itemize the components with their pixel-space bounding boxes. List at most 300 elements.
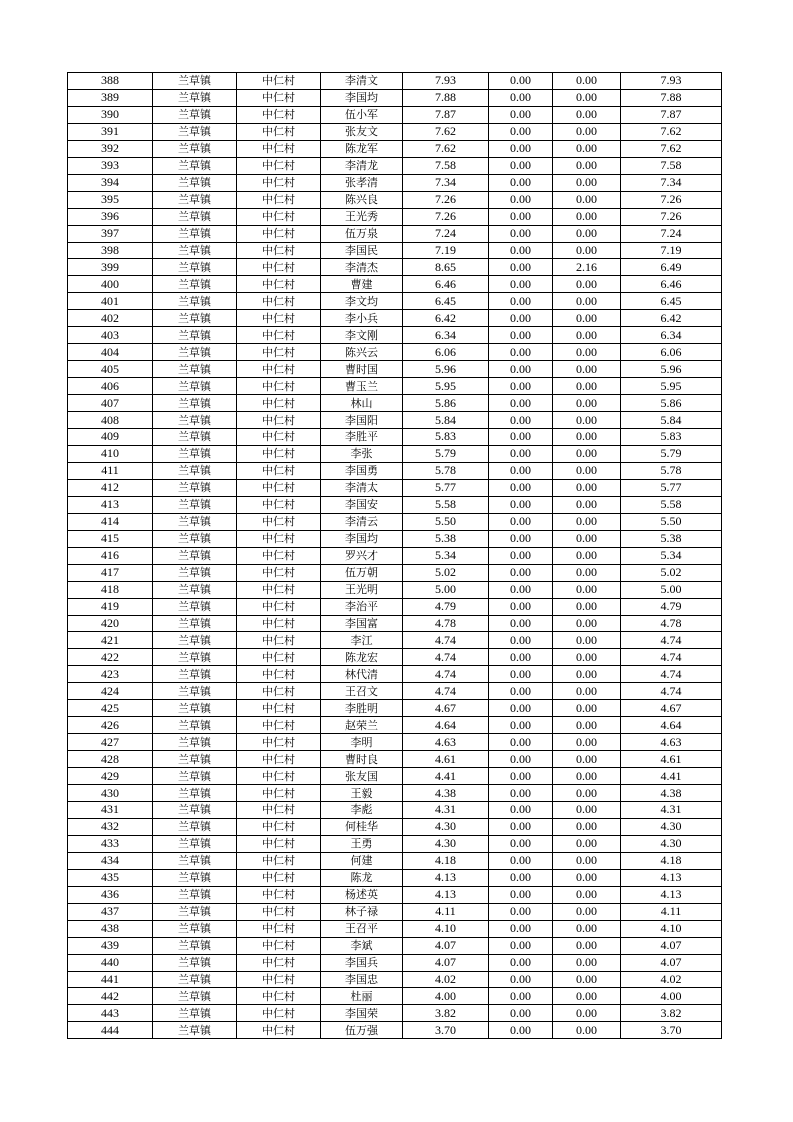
- amount-total-cell: 4.74: [403, 666, 489, 683]
- row-number-cell: 404: [68, 344, 153, 361]
- amount-col2-cell: 0.00: [489, 683, 553, 700]
- amount-deduction-cell: 0.00: [553, 276, 621, 293]
- table-row: [68, 174, 722, 191]
- row-number-cell: 389: [68, 89, 153, 106]
- village-cell: 中仁村: [237, 106, 321, 123]
- town-cell: 兰草镇: [153, 903, 237, 920]
- amount-col2-cell: 0.00: [489, 310, 553, 327]
- person-name-cell: 李国勇: [321, 462, 403, 479]
- village-cell: 中仁村: [237, 869, 321, 886]
- table-row: [68, 259, 722, 276]
- amount-final-cell: 5.00: [621, 581, 722, 598]
- village-cell: 中仁村: [237, 801, 321, 818]
- table-row: [68, 734, 722, 751]
- person-name-cell: 李清文: [321, 73, 403, 90]
- person-name-cell: 王光秀: [321, 208, 403, 225]
- amount-final-cell: 4.61: [621, 751, 722, 768]
- amount-col2-cell: 0.00: [489, 971, 553, 988]
- amount-final-cell: 4.30: [621, 818, 722, 835]
- table-row: [68, 988, 722, 1005]
- village-cell: 中仁村: [237, 920, 321, 937]
- town-cell: 兰草镇: [153, 259, 237, 276]
- town-cell: 兰草镇: [153, 496, 237, 513]
- amount-final-cell: 7.87: [621, 106, 722, 123]
- person-name-cell: 曹玉兰: [321, 378, 403, 395]
- row-number-cell: 425: [68, 700, 153, 717]
- person-name-cell: 王毅: [321, 785, 403, 802]
- amount-col2-cell: 0.00: [489, 1005, 553, 1022]
- amount-total-cell: 4.30: [403, 818, 489, 835]
- table-row: [68, 462, 722, 479]
- town-cell: 兰草镇: [153, 479, 237, 496]
- town-cell: 兰草镇: [153, 564, 237, 581]
- town-cell: 兰草镇: [153, 310, 237, 327]
- person-name-cell: 李清云: [321, 513, 403, 530]
- amount-final-cell: 4.74: [621, 666, 722, 683]
- amount-final-cell: 3.70: [621, 1022, 722, 1039]
- amount-total-cell: 4.74: [403, 649, 489, 666]
- village-cell: 中仁村: [237, 225, 321, 242]
- village-cell: 中仁村: [237, 242, 321, 259]
- town-cell: 兰草镇: [153, 717, 237, 734]
- amount-deduction-cell: 0.00: [553, 903, 621, 920]
- table-row: [68, 445, 722, 462]
- amount-col2-cell: 0.00: [489, 479, 553, 496]
- amount-deduction-cell: 0.00: [553, 344, 621, 361]
- person-name-cell: 林子禄: [321, 903, 403, 920]
- amount-deduction-cell: 0.00: [553, 1005, 621, 1022]
- amount-col2-cell: 0.00: [489, 768, 553, 785]
- amount-final-cell: 7.26: [621, 208, 722, 225]
- table-row: [68, 225, 722, 242]
- amount-col2-cell: 0.00: [489, 157, 553, 174]
- amount-deduction-cell: 0.00: [553, 361, 621, 378]
- amount-final-cell: 7.62: [621, 140, 722, 157]
- amount-final-cell: 4.13: [621, 886, 722, 903]
- amount-col2-cell: 0.00: [489, 717, 553, 734]
- town-cell: 兰草镇: [153, 89, 237, 106]
- amount-total-cell: 7.62: [403, 140, 489, 157]
- amount-deduction-cell: 0.00: [553, 615, 621, 632]
- table-row: [68, 242, 722, 259]
- table-row: [68, 920, 722, 937]
- person-name-cell: 陈龙军: [321, 140, 403, 157]
- amount-final-cell: 4.31: [621, 801, 722, 818]
- amount-total-cell: 4.07: [403, 937, 489, 954]
- table-row: [68, 361, 722, 378]
- village-cell: 中仁村: [237, 293, 321, 310]
- row-number-cell: 427: [68, 734, 153, 751]
- amount-deduction-cell: 0.00: [553, 140, 621, 157]
- amount-col2-cell: 0.00: [489, 530, 553, 547]
- amount-total-cell: 7.93: [403, 73, 489, 90]
- amount-deduction-cell: 0.00: [553, 581, 621, 598]
- person-name-cell: 李彪: [321, 801, 403, 818]
- person-name-cell: 李文刚: [321, 327, 403, 344]
- amount-deduction-cell: 0.00: [553, 445, 621, 462]
- amount-deduction-cell: 0.00: [553, 751, 621, 768]
- row-number-cell: 393: [68, 157, 153, 174]
- row-number-cell: 417: [68, 564, 153, 581]
- row-number-cell: 405: [68, 361, 153, 378]
- amount-total-cell: 5.83: [403, 429, 489, 446]
- amount-final-cell: 4.64: [621, 717, 722, 734]
- town-cell: 兰草镇: [153, 225, 237, 242]
- village-cell: 中仁村: [237, 852, 321, 869]
- amount-total-cell: 4.07: [403, 954, 489, 971]
- person-name-cell: 罗兴才: [321, 547, 403, 564]
- amount-final-cell: 4.11: [621, 903, 722, 920]
- amount-total-cell: 4.79: [403, 598, 489, 615]
- village-cell: 中仁村: [237, 632, 321, 649]
- town-cell: 兰草镇: [153, 123, 237, 140]
- amount-deduction-cell: 0.00: [553, 242, 621, 259]
- amount-final-cell: 4.67: [621, 700, 722, 717]
- amount-col2-cell: 0.00: [489, 835, 553, 852]
- amount-total-cell: 4.74: [403, 632, 489, 649]
- town-cell: 兰草镇: [153, 344, 237, 361]
- amount-deduction-cell: 0.00: [553, 106, 621, 123]
- amount-total-cell: 4.38: [403, 785, 489, 802]
- row-number-cell: 396: [68, 208, 153, 225]
- village-cell: 中仁村: [237, 327, 321, 344]
- table-row: [68, 344, 722, 361]
- row-number-cell: 415: [68, 530, 153, 547]
- amount-col2-cell: 0.00: [489, 615, 553, 632]
- amount-col2-cell: 0.00: [489, 632, 553, 649]
- town-cell: 兰草镇: [153, 852, 237, 869]
- village-cell: 中仁村: [237, 429, 321, 446]
- person-name-cell: 曹时良: [321, 751, 403, 768]
- amount-total-cell: 7.26: [403, 191, 489, 208]
- amount-total-cell: 7.58: [403, 157, 489, 174]
- person-name-cell: 杨述英: [321, 886, 403, 903]
- amount-total-cell: 5.95: [403, 378, 489, 395]
- person-name-cell: 李国忠: [321, 971, 403, 988]
- town-cell: 兰草镇: [153, 632, 237, 649]
- amount-col2-cell: 0.00: [489, 581, 553, 598]
- amount-deduction-cell: 0.00: [553, 785, 621, 802]
- row-number-cell: 392: [68, 140, 153, 157]
- table-row: [68, 106, 722, 123]
- amount-total-cell: 5.77: [403, 479, 489, 496]
- person-name-cell: 李清太: [321, 479, 403, 496]
- amount-col2-cell: 0.00: [489, 869, 553, 886]
- town-cell: 兰草镇: [153, 1022, 237, 1039]
- amount-final-cell: 7.26: [621, 191, 722, 208]
- amount-total-cell: 4.11: [403, 903, 489, 920]
- town-cell: 兰草镇: [153, 429, 237, 446]
- amount-col2-cell: 0.00: [489, 734, 553, 751]
- row-number-cell: 423: [68, 666, 153, 683]
- village-cell: 中仁村: [237, 361, 321, 378]
- amount-deduction-cell: 0.00: [553, 157, 621, 174]
- row-number-cell: 408: [68, 412, 153, 429]
- amount-deduction-cell: 0.00: [553, 378, 621, 395]
- village-cell: 中仁村: [237, 717, 321, 734]
- person-name-cell: 何建: [321, 852, 403, 869]
- amount-total-cell: 7.62: [403, 123, 489, 140]
- amount-deduction-cell: 0.00: [553, 666, 621, 683]
- amount-final-cell: 4.79: [621, 598, 722, 615]
- table-row: [68, 801, 722, 818]
- town-cell: 兰草镇: [153, 530, 237, 547]
- person-name-cell: 赵荣兰: [321, 717, 403, 734]
- person-name-cell: 李国富: [321, 615, 403, 632]
- amount-final-cell: 4.78: [621, 615, 722, 632]
- amount-deduction-cell: 0.00: [553, 462, 621, 479]
- amount-total-cell: 4.61: [403, 751, 489, 768]
- amount-final-cell: 4.02: [621, 971, 722, 988]
- amount-col2-cell: 0.00: [489, 259, 553, 276]
- town-cell: 兰草镇: [153, 598, 237, 615]
- row-number-cell: 442: [68, 988, 153, 1005]
- person-name-cell: 李斌: [321, 937, 403, 954]
- village-cell: 中仁村: [237, 954, 321, 971]
- table-row: [68, 429, 722, 446]
- row-number-cell: 438: [68, 920, 153, 937]
- village-cell: 中仁村: [237, 768, 321, 785]
- table-row: [68, 886, 722, 903]
- amount-deduction-cell: 0.00: [553, 310, 621, 327]
- person-name-cell: 李张: [321, 445, 403, 462]
- village-cell: 中仁村: [237, 615, 321, 632]
- row-number-cell: 414: [68, 513, 153, 530]
- row-number-cell: 443: [68, 1005, 153, 1022]
- person-name-cell: 伍万朝: [321, 564, 403, 581]
- amount-final-cell: 5.95: [621, 378, 722, 395]
- amount-final-cell: 4.38: [621, 785, 722, 802]
- amount-total-cell: 4.00: [403, 988, 489, 1005]
- village-cell: 中仁村: [237, 140, 321, 157]
- village-cell: 中仁村: [237, 73, 321, 90]
- town-cell: 兰草镇: [153, 174, 237, 191]
- town-cell: 兰草镇: [153, 666, 237, 683]
- person-name-cell: 李国兵: [321, 954, 403, 971]
- amount-col2-cell: 0.00: [489, 378, 553, 395]
- table-row: [68, 581, 722, 598]
- amount-final-cell: 4.00: [621, 988, 722, 1005]
- amount-final-cell: 7.62: [621, 123, 722, 140]
- table-row: [68, 700, 722, 717]
- amount-deduction-cell: 0.00: [553, 988, 621, 1005]
- row-number-cell: 432: [68, 818, 153, 835]
- amount-col2-cell: 0.00: [489, 462, 553, 479]
- village-cell: 中仁村: [237, 344, 321, 361]
- table-row: [68, 89, 722, 106]
- town-cell: 兰草镇: [153, 734, 237, 751]
- town-cell: 兰草镇: [153, 751, 237, 768]
- row-number-cell: 421: [68, 632, 153, 649]
- town-cell: 兰草镇: [153, 785, 237, 802]
- row-number-cell: 395: [68, 191, 153, 208]
- row-number-cell: 394: [68, 174, 153, 191]
- amount-col2-cell: 0.00: [489, 801, 553, 818]
- amount-deduction-cell: 0.00: [553, 412, 621, 429]
- amount-deduction-cell: 0.00: [553, 479, 621, 496]
- town-cell: 兰草镇: [153, 361, 237, 378]
- row-number-cell: 402: [68, 310, 153, 327]
- amount-col2-cell: 0.00: [489, 988, 553, 1005]
- amount-deduction-cell: 0.00: [553, 937, 621, 954]
- town-cell: 兰草镇: [153, 683, 237, 700]
- amount-total-cell: 4.10: [403, 920, 489, 937]
- table-row: [68, 954, 722, 971]
- amount-col2-cell: 0.00: [489, 327, 553, 344]
- row-number-cell: 401: [68, 293, 153, 310]
- person-name-cell: 李胜明: [321, 700, 403, 717]
- amount-final-cell: 7.19: [621, 242, 722, 259]
- amount-deduction-cell: 2.16: [553, 259, 621, 276]
- table-row: [68, 751, 722, 768]
- village-cell: 中仁村: [237, 734, 321, 751]
- amount-deduction-cell: 0.00: [553, 123, 621, 140]
- village-cell: 中仁村: [237, 547, 321, 564]
- amount-final-cell: 5.58: [621, 496, 722, 513]
- amount-col2-cell: 0.00: [489, 412, 553, 429]
- row-number-cell: 419: [68, 598, 153, 615]
- person-name-cell: 李江: [321, 632, 403, 649]
- amount-col2-cell: 0.00: [489, 174, 553, 191]
- village-cell: 中仁村: [237, 174, 321, 191]
- amount-deduction-cell: 0.00: [553, 225, 621, 242]
- amount-deduction-cell: 0.00: [553, 174, 621, 191]
- row-number-cell: 430: [68, 785, 153, 802]
- table-row: [68, 649, 722, 666]
- amount-final-cell: 6.34: [621, 327, 722, 344]
- row-number-cell: 424: [68, 683, 153, 700]
- person-name-cell: 李明: [321, 734, 403, 751]
- amount-total-cell: 5.84: [403, 412, 489, 429]
- amount-col2-cell: 0.00: [489, 73, 553, 90]
- person-name-cell: 张友文: [321, 123, 403, 140]
- person-name-cell: 李清杰: [321, 259, 403, 276]
- amount-col2-cell: 0.00: [489, 666, 553, 683]
- person-name-cell: 李小兵: [321, 310, 403, 327]
- table-row: [68, 73, 722, 90]
- amount-total-cell: 4.74: [403, 683, 489, 700]
- amount-final-cell: 6.06: [621, 344, 722, 361]
- amount-total-cell: 5.00: [403, 581, 489, 598]
- table-row: [68, 937, 722, 954]
- amount-deduction-cell: 0.00: [553, 513, 621, 530]
- amount-total-cell: 5.96: [403, 361, 489, 378]
- amount-total-cell: 7.87: [403, 106, 489, 123]
- person-name-cell: 陈兴良: [321, 191, 403, 208]
- amount-col2-cell: 0.00: [489, 140, 553, 157]
- amount-total-cell: 4.30: [403, 835, 489, 852]
- village-cell: 中仁村: [237, 445, 321, 462]
- town-cell: 兰草镇: [153, 886, 237, 903]
- amount-final-cell: 6.42: [621, 310, 722, 327]
- person-name-cell: 陈兴云: [321, 344, 403, 361]
- village-cell: 中仁村: [237, 157, 321, 174]
- amount-deduction-cell: 0.00: [553, 530, 621, 547]
- row-number-cell: 420: [68, 615, 153, 632]
- table-row: [68, 1005, 722, 1022]
- amount-col2-cell: 0.00: [489, 242, 553, 259]
- amount-col2-cell: 0.00: [489, 208, 553, 225]
- village-cell: 中仁村: [237, 1022, 321, 1039]
- town-cell: 兰草镇: [153, 208, 237, 225]
- person-name-cell: 李国荣: [321, 1005, 403, 1022]
- row-number-cell: 403: [68, 327, 153, 344]
- table-row: [68, 140, 722, 157]
- village-cell: 中仁村: [237, 89, 321, 106]
- amount-final-cell: 5.83: [621, 429, 722, 446]
- amount-col2-cell: 0.00: [489, 191, 553, 208]
- table-row: [68, 869, 722, 886]
- village-cell: 中仁村: [237, 818, 321, 835]
- amount-final-cell: 5.96: [621, 361, 722, 378]
- person-name-cell: 王光明: [321, 581, 403, 598]
- amount-deduction-cell: 0.00: [553, 734, 621, 751]
- table-row: [68, 123, 722, 140]
- amount-total-cell: 5.79: [403, 445, 489, 462]
- amount-deduction-cell: 0.00: [553, 818, 621, 835]
- amount-total-cell: 7.88: [403, 89, 489, 106]
- amount-col2-cell: 0.00: [489, 361, 553, 378]
- amount-total-cell: 5.38: [403, 530, 489, 547]
- village-cell: 中仁村: [237, 683, 321, 700]
- table-row: [68, 835, 722, 852]
- town-cell: 兰草镇: [153, 513, 237, 530]
- data-table: [67, 72, 722, 1039]
- amount-col2-cell: 0.00: [489, 395, 553, 412]
- town-cell: 兰草镇: [153, 768, 237, 785]
- amount-col2-cell: 0.00: [489, 123, 553, 140]
- row-number-cell: 433: [68, 835, 153, 852]
- amount-col2-cell: 0.00: [489, 496, 553, 513]
- village-cell: 中仁村: [237, 276, 321, 293]
- amount-col2-cell: 0.00: [489, 225, 553, 242]
- person-name-cell: 王召文: [321, 683, 403, 700]
- amount-col2-cell: 0.00: [489, 293, 553, 310]
- amount-total-cell: 4.41: [403, 768, 489, 785]
- amount-col2-cell: 0.00: [489, 937, 553, 954]
- town-cell: 兰草镇: [153, 954, 237, 971]
- village-cell: 中仁村: [237, 462, 321, 479]
- amount-deduction-cell: 0.00: [553, 89, 621, 106]
- amount-total-cell: 3.70: [403, 1022, 489, 1039]
- amount-total-cell: 5.78: [403, 462, 489, 479]
- amount-col2-cell: 0.00: [489, 564, 553, 581]
- person-name-cell: 伍万强: [321, 1022, 403, 1039]
- person-name-cell: 林代清: [321, 666, 403, 683]
- amount-final-cell: 4.13: [621, 869, 722, 886]
- person-name-cell: 曹时国: [321, 361, 403, 378]
- amount-col2-cell: 0.00: [489, 106, 553, 123]
- person-name-cell: 张孝清: [321, 174, 403, 191]
- person-name-cell: 李清龙: [321, 157, 403, 174]
- table-row: [68, 683, 722, 700]
- amount-deduction-cell: 0.00: [553, 429, 621, 446]
- row-number-cell: 422: [68, 649, 153, 666]
- amount-deduction-cell: 0.00: [553, 395, 621, 412]
- person-name-cell: 李胜平: [321, 429, 403, 446]
- amount-total-cell: 4.31: [403, 801, 489, 818]
- amount-deduction-cell: 0.00: [553, 801, 621, 818]
- amount-deduction-cell: 0.00: [553, 954, 621, 971]
- amount-final-cell: 5.50: [621, 513, 722, 530]
- amount-total-cell: 4.13: [403, 869, 489, 886]
- amount-total-cell: 4.63: [403, 734, 489, 751]
- amount-total-cell: 3.82: [403, 1005, 489, 1022]
- amount-total-cell: 5.50: [403, 513, 489, 530]
- person-name-cell: 林山: [321, 395, 403, 412]
- amount-final-cell: 7.24: [621, 225, 722, 242]
- town-cell: 兰草镇: [153, 462, 237, 479]
